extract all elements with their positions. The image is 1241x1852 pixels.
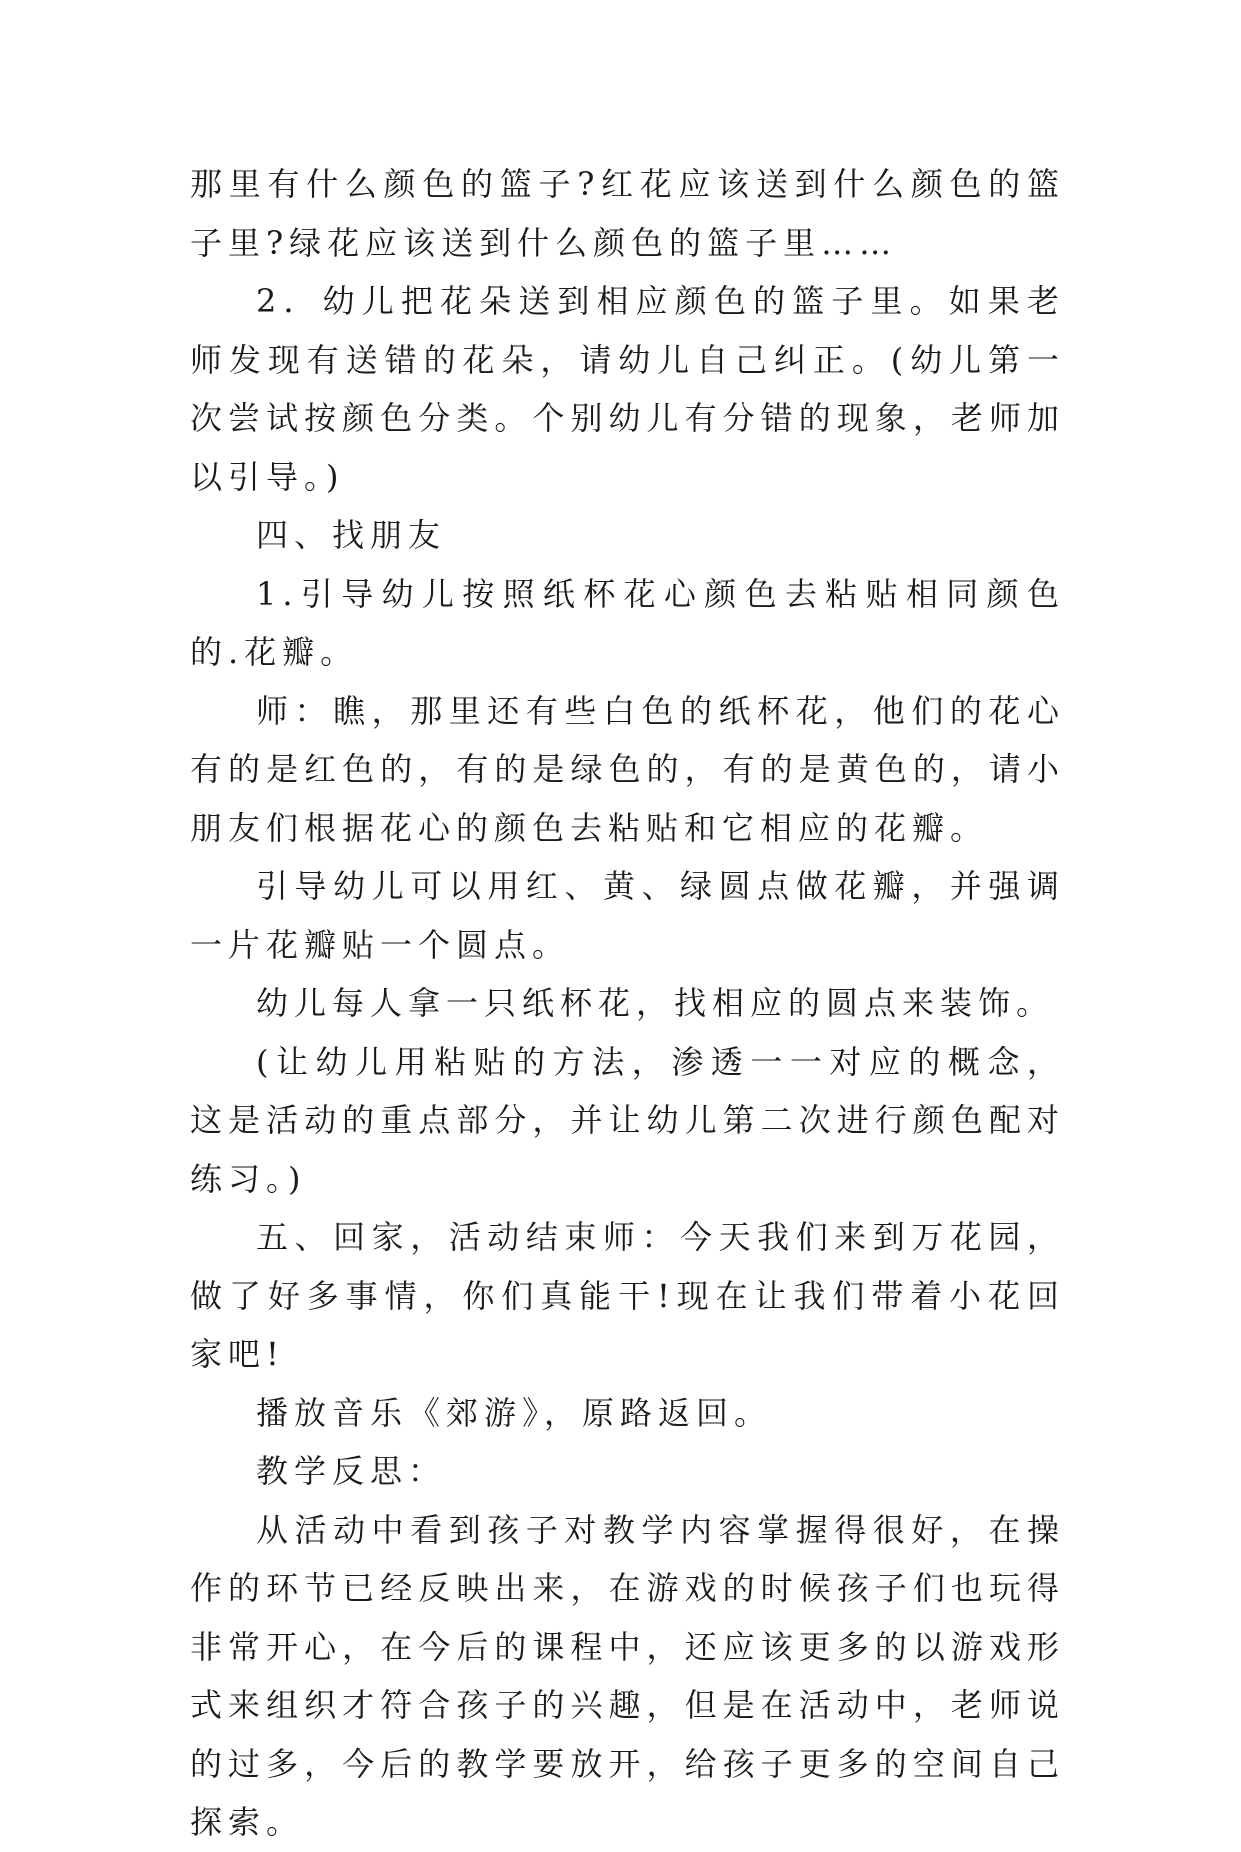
paragraph-reflection: 从活动中看到孩子对教学内容掌握得很好，在操作的环节已经反映出来，在游戏的时候孩子们也玩得非常开心，在今后的课程中，还应该更多的以游戏形式来组织才符合孩子的兴趣，但是在活动中，老师说的过多，今后的教学要放开，给孩子更多的空间自己探索。 bbox=[190, 1510, 1065, 1841]
paragraph-decorate: 幼儿每人拿一只纸杯花，找相应的圆点来装饰。 bbox=[256, 984, 1055, 1022]
section-heading-go-home: 五、回家，活动结束师：今天我们来到万花园，做了好多事情，你们真能干!现在让我们带着小花回家吧! bbox=[190, 1218, 1065, 1373]
paragraph-teacher-speech: 师：瞧，那里还有些白色的纸杯花，他们的花心有的是红色的，有的是绿色的，有的是黄色的，请小朋友们根据花心的颜色去粘贴和它相应的花瓣。 bbox=[190, 691, 1065, 847]
document-page bbox=[190, 155, 1065, 1852]
paragraph-guide-dots: 引导幼儿可以用红、黄、绿圆点做花瓣，并强调一片花瓣贴一个圆点。 bbox=[190, 867, 1065, 964]
paragraph-step-2: 2．幼儿把花朵送到相应颜色的篮子里。如果老师发现有送错的花朵，请幼儿自己纠正。(幼儿第一次尝试按颜色分类。个别幼儿有分错的现象，老师加以引导。) bbox=[190, 282, 1065, 496]
paragraph-note: (让幼儿用粘贴的方法，渗透一一对应的概念，这是活动的重点部分，并让幼儿第二次进行颜色配对练习。) bbox=[190, 1042, 1065, 1198]
section-heading-reflection: 教学反思： bbox=[256, 1452, 447, 1490]
paragraph-music: 播放音乐《郊游》，原路返回。 bbox=[256, 1393, 773, 1432]
paragraph-continuation: 那里有什么颜色的篮子?红花应该送到什么颜色的篮子里?绿花应该送到什么颜色的篮子里…… bbox=[190, 165, 1065, 262]
section-heading-find-friends: 四、找朋友 bbox=[256, 516, 447, 554]
paragraph-step-1-guide: 1.引导幼儿按照纸杯花心颜色去粘贴相同颜色的.花瓣。 bbox=[190, 574, 1065, 671]
